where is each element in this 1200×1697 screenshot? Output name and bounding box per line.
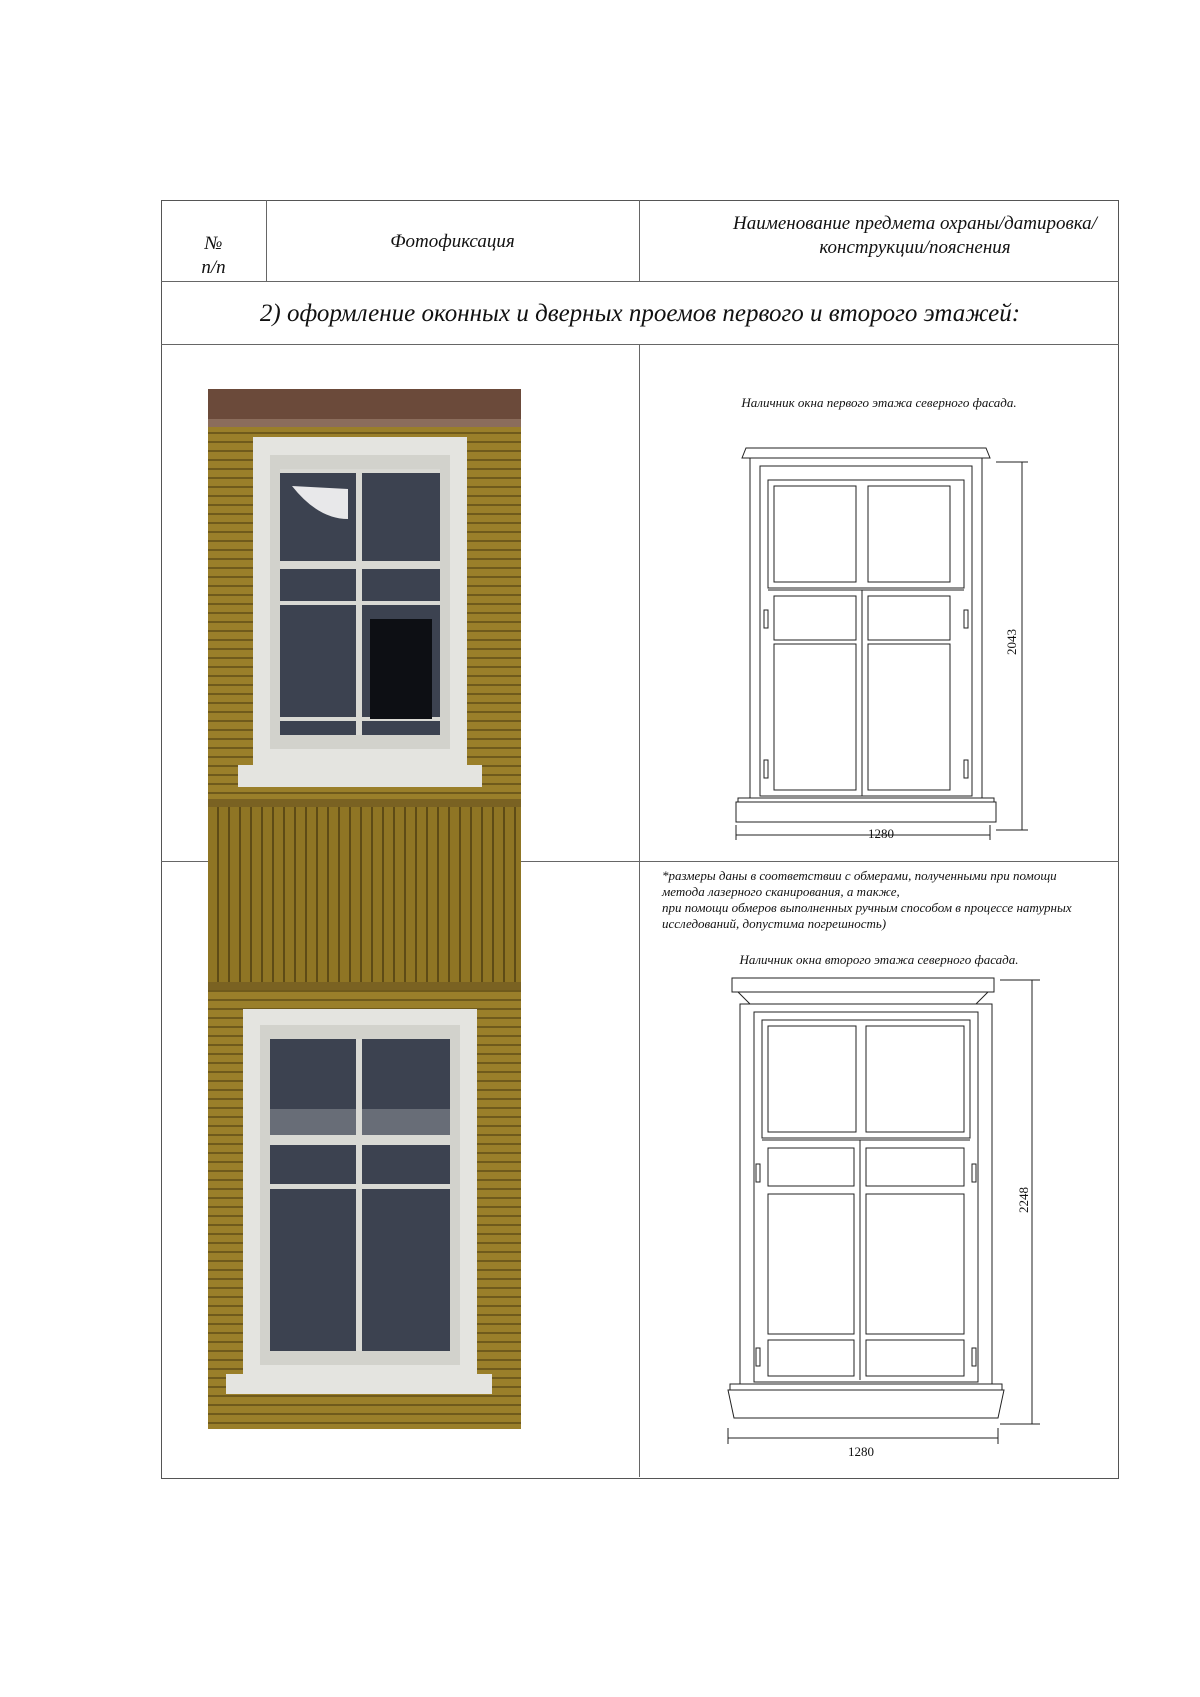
height-dim-first-floor: 2043 xyxy=(1004,629,1019,655)
col-divider-2 xyxy=(639,200,640,281)
height-dim-second-floor: 2248 xyxy=(1016,1187,1031,1213)
measurement-note: *размеры даны в соответствии с обмерами, полученными при помощи метода лазерного сканирования, а также, при помощи обмеров выполненных ручным способом в процессе натурных исследований, допустима погрешность) xyxy=(662,868,1072,931)
section-row-divider xyxy=(161,344,1119,345)
header-row-divider xyxy=(161,281,1119,282)
header-number: № п/п xyxy=(201,233,226,278)
width-dim-second-floor: 1280 xyxy=(848,1444,874,1458)
window-drawing-first-floor xyxy=(720,440,1050,845)
header-photo: Фотофиксация xyxy=(390,231,515,252)
col-divider-2-body xyxy=(639,344,640,1477)
header-description: Наименование предмета охраны/датировка/ конструкции/пояснения xyxy=(733,213,1097,258)
section-title: 2) оформление оконных и дверных проемов первого и второго этажей: xyxy=(259,300,1021,327)
window-drawing-second-floor xyxy=(710,968,1050,1458)
caption-first-floor: Наличник окна первого этажа северного фасада. xyxy=(741,395,1017,410)
caption-second-floor: Наличник окна второго этажа северного фасада. xyxy=(739,952,1019,967)
facade-photo xyxy=(208,389,521,1429)
width-dim-first-floor: 1280 xyxy=(868,826,894,841)
